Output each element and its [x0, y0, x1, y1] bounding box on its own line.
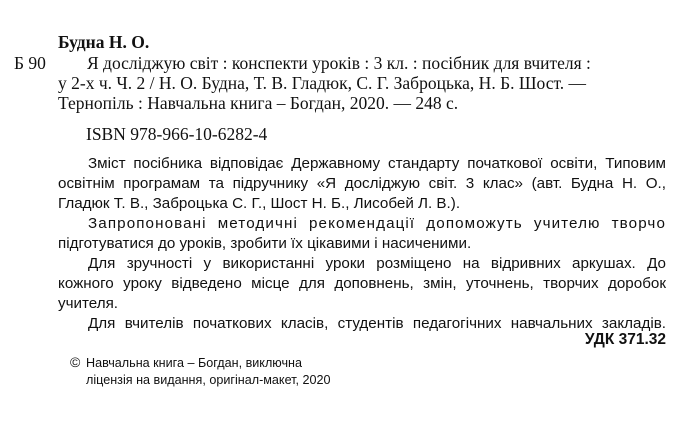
copyright-line-2: ліцензія на видання, оригінал-макет, 2020: [86, 373, 331, 387]
bibliographic-line-1: Я досліджую світ : конспекти уроків : 3 кл. : посібник для вчителя :: [87, 53, 591, 73]
annotation-p4-line-1: Для вчителів початкових класів, студентів педагогічних навчальних закладів.: [88, 315, 666, 332]
copyright-line-1: [70, 354, 331, 372]
annotation-p2-line-1: Запропоновані методичні рекомендації допоможуть учителю творчо: [88, 215, 666, 232]
annotation-p3-line-1: Для зручності у використанні уроки розміщено на відривних аркушах. До: [88, 255, 666, 272]
bibliographic-line-3: Тернопіль : Навчальна книга – Богдан, 2020. — 248 с.: [58, 93, 459, 113]
udk-code: УДК 371.32: [584, 331, 666, 348]
annotation-p3-line-2: кожного уроку відведено місце для доповнень, змін, уточнень, творчих доробок: [58, 275, 666, 292]
annotation-p1-line-1: Зміст посібника відповідає Державному стандарту початкової освіти, Типовим: [88, 155, 666, 172]
annotation-p3-line-3: учителя.: [58, 295, 119, 312]
bbk-code: Б 90: [14, 53, 46, 73]
bibliographic-line-2: у 2-х ч. Ч. 2 / Н. О. Будна, Т. В. Гладюк, С. Г. Заброцька, Н. Б. Шост. —: [58, 73, 587, 93]
author-heading: Будна Н. О.: [58, 32, 150, 52]
annotation-p1-line-2: освітнім програмам та підручнику «Я досліджую світ. 3 клас» (авт. Будна Н. О.,: [58, 175, 666, 192]
isbn: ISBN 978-966-10-6282-4: [86, 124, 268, 144]
copyright-text-1: Навчальна книга – Богдан, виключна: [86, 356, 302, 370]
annotation-p1-line-3: Гладюк Т. В., Заброцька С. Г., Шост Н. Б., Лисобей Л. В.).: [58, 195, 461, 212]
copyright-icon: ©: [70, 354, 81, 370]
copyright-block: [70, 354, 331, 389]
annotation-p2-line-2: підготуватися до уроків, зробити їх цікавими і насиченими.: [58, 235, 472, 252]
